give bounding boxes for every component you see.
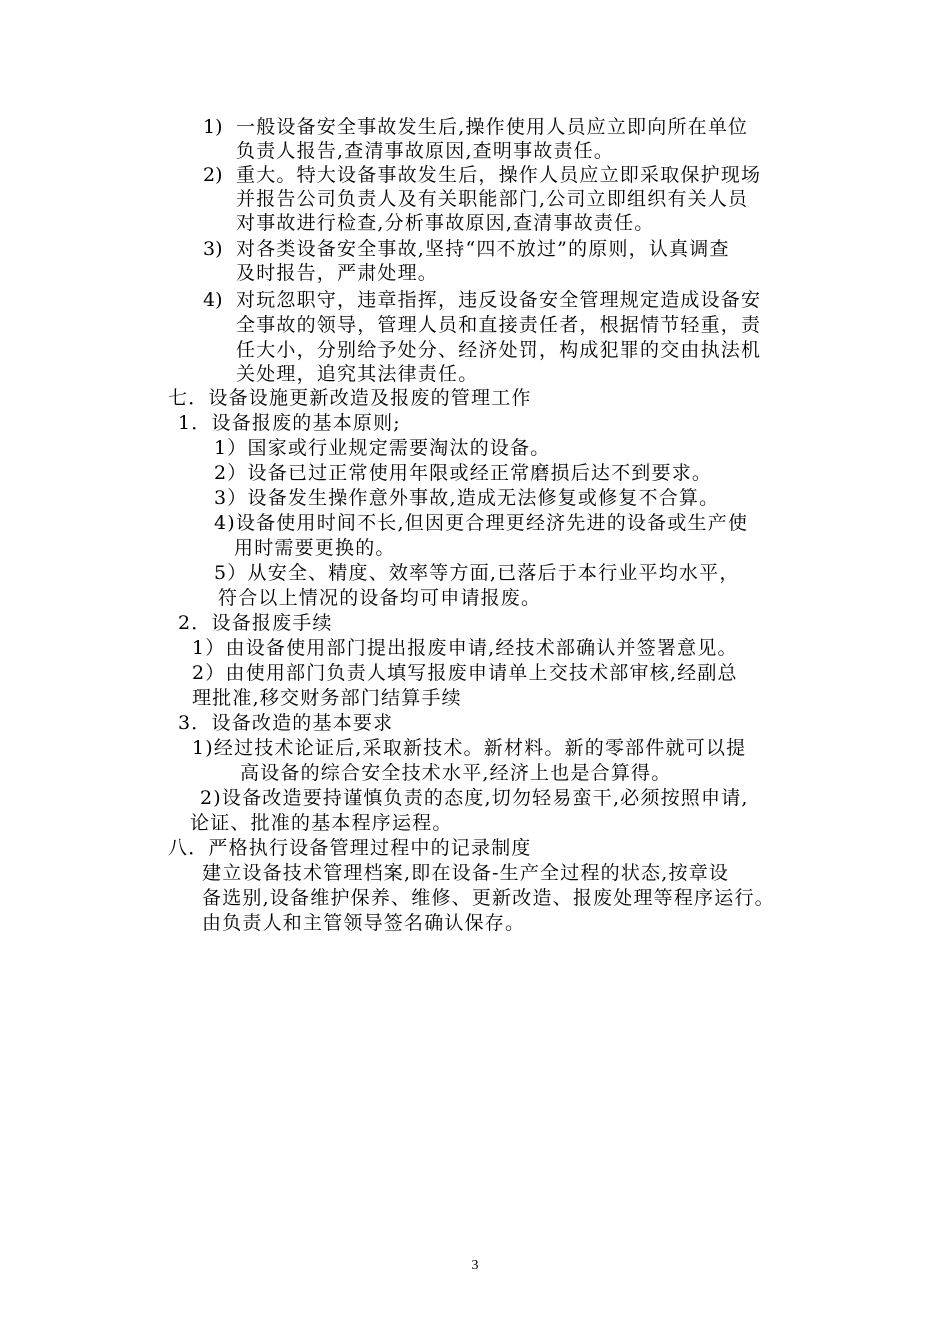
section-7-3-heading: 3．设备改造的基本要求 <box>178 712 394 734</box>
section-8-heading: 八．严格执行设备管理过程中的记录制度 <box>168 837 532 859</box>
section-7-1-item-4-cont: 用时需要更换的。 <box>234 537 396 559</box>
item-1-line-2: 负责人报告,查清事故原因,查明事故责任。 <box>236 140 615 162</box>
section-7-3-item-1: 1)经过技术论证后,采取新技术。新材料。新的零部件就可以提 <box>192 737 747 759</box>
item-3-line-1: 对各类设备安全事故,坚持“四不放过”的原则，认真调查 <box>236 238 730 260</box>
item-1-line-1: 一般设备安全事故发生后,操作使用人员应立即向所在单位 <box>236 116 749 138</box>
section-7-2-heading: 2．设备报废手续 <box>178 612 333 634</box>
section-7-2-item-1: 1）由设备使用部门提出报废申请,经技术部确认并签署意见。 <box>192 637 738 659</box>
section-7-3-item-2: 2)设备改造要持谨慎负责的态度,切勿轻易蛮干,必须按照申请, <box>200 787 749 809</box>
item-4-number: 4) <box>203 289 223 311</box>
section-7-1-item-5-cont: 符合以上情况的设备均可申请报废。 <box>218 587 542 609</box>
item-4-line-2: 全事故的领导，管理人员和直接责任者，根据情节轻重，责 <box>236 314 762 336</box>
item-4-line-3: 任大小，分别给予处分、经济处罚，构成犯罪的交由执法机 <box>236 339 762 361</box>
item-3-line-2: 及时报告，严肃处理。 <box>236 262 439 284</box>
section-7-3-item-1-cont: 高设备的综合安全技术水平,经济上也是合算得。 <box>240 762 672 784</box>
item-4-line-4: 关处理，追究其法律责任。 <box>236 363 479 385</box>
section-8-line-2: 备选别,设备维护保养、维修、更新改造、报废处理等程序运行。 <box>202 887 775 909</box>
item-2-line-1: 重大。特大设备事故发生后，操作人员应立即采取保护现场 <box>236 164 762 186</box>
item-2-line-3: 对事故进行检查,分析事故原因,查清事故责任。 <box>236 212 655 234</box>
section-8-line-1: 建立设备技术管理档案,即在设备-生产全过程的状态,按章设 <box>202 862 730 884</box>
section-7-heading: 七．设备设施更新改造及报废的管理工作 <box>168 387 532 409</box>
section-7-2-item-2-cont: 理批准,移交财务部门结算手续 <box>192 687 462 709</box>
section-8-line-3: 由负责人和主管领导签名确认保存。 <box>202 912 526 934</box>
section-7-1-item-5: 5）从安全、精度、效率等方面,已落后于本行业平均水平， <box>214 562 740 584</box>
item-2-number: 2) <box>203 164 223 186</box>
section-7-1-heading: 1．设备报废的基本原则; <box>178 412 401 434</box>
section-7-1-item-1: 1）国家或行业规定需要淘汰的设备。 <box>214 437 551 459</box>
section-7-1-item-2: 2）设备已过正常使用年限或经正常磨损后达不到要求。 <box>214 462 713 484</box>
section-7-3-item-2-cont: 论证、批准的基本程序运程。 <box>190 812 453 834</box>
item-4-line-1: 对玩忽职守，违章指挥，违反设备安全管理规定造成设备安 <box>236 289 762 311</box>
section-7-1-item-3: 3）设备发生操作意外事故,造成无法修复或修复不合算。 <box>214 487 720 509</box>
section-7-2-item-2: 2）由使用部门负责人填写报废申请单上交技术部审核,经副总 <box>192 662 738 684</box>
section-7-1-item-4: 4)设备使用时间不长,但因更合理更经济先进的设备或生产使 <box>214 512 749 534</box>
item-1-number: 1) <box>203 116 223 138</box>
page-number: 3 <box>471 1258 479 1273</box>
item-2-line-2: 并报告公司负责人及有关职能部门,公司立即组织有关人员 <box>236 188 749 210</box>
item-3-number: 3) <box>203 238 223 260</box>
